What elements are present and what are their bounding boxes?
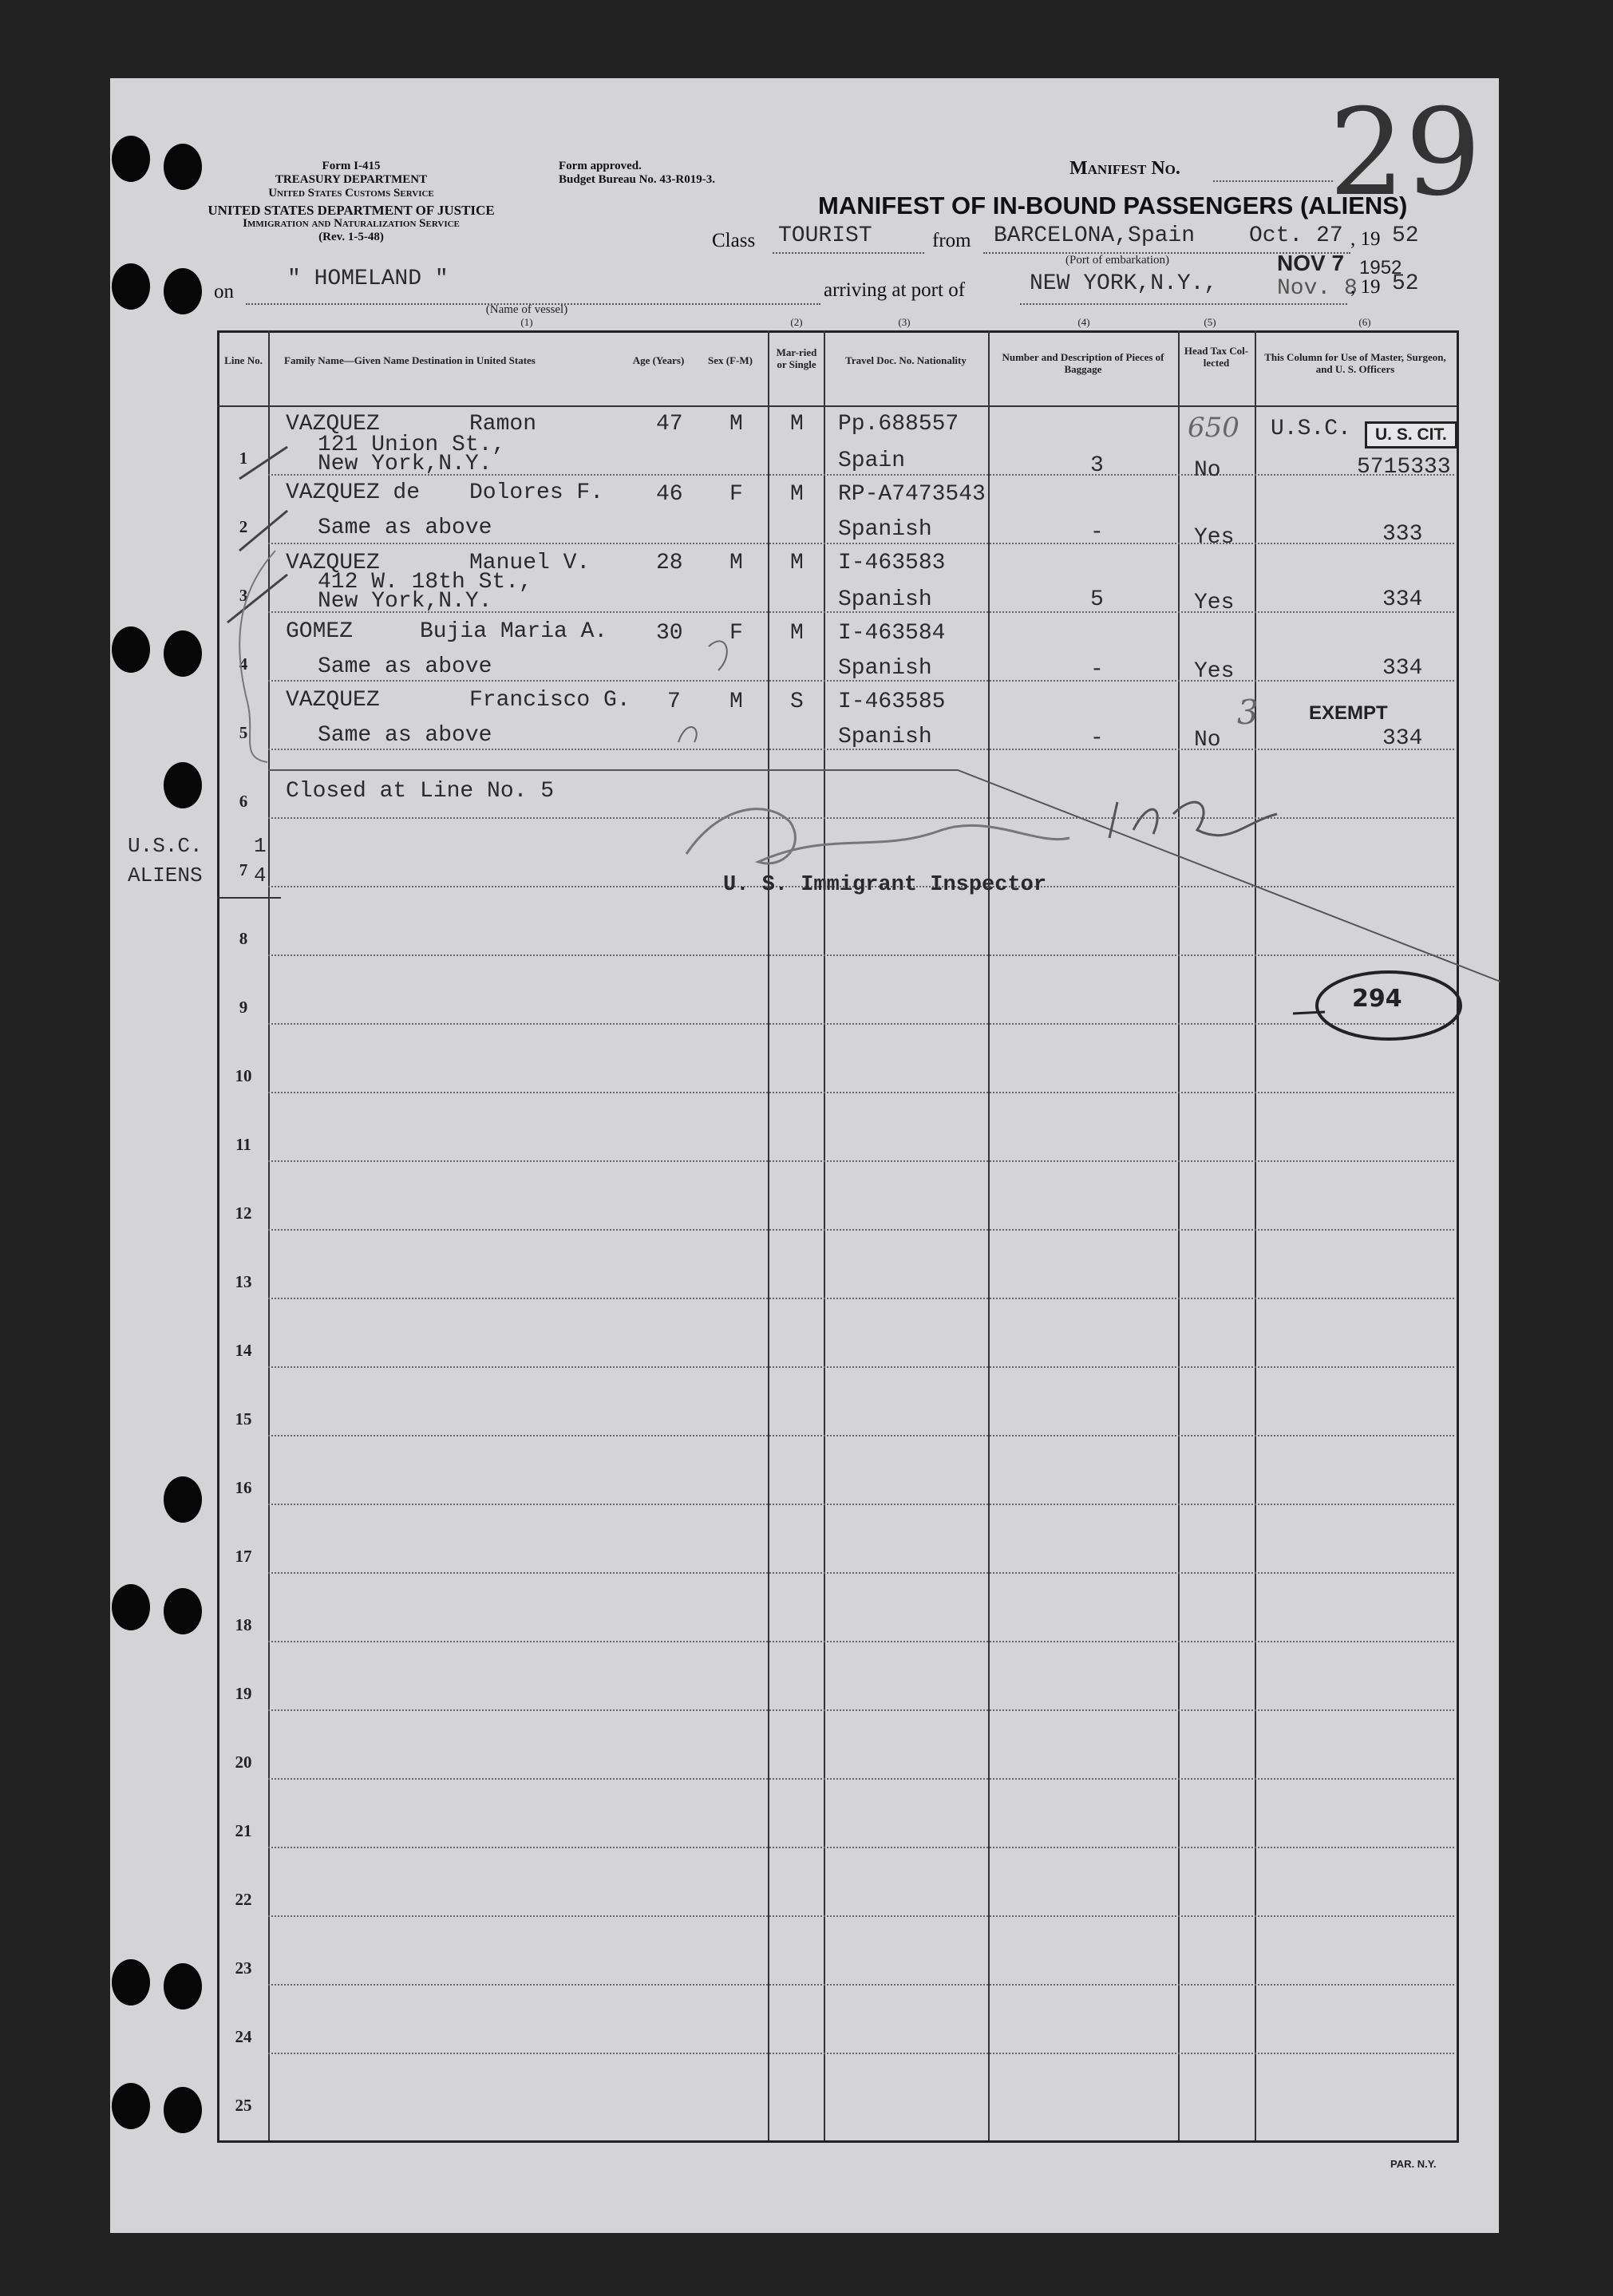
destination: New York,N.Y.: [318, 589, 492, 614]
officer-number: 334: [1382, 726, 1423, 751]
ins-service: Immigration and Naturalization Service: [243, 217, 460, 230]
arrival-year-prefix: , 19: [1350, 276, 1381, 298]
col-num-6: (6): [1358, 316, 1371, 328]
inspector-title: U. S. Immigrant Inspector: [723, 873, 1047, 897]
destination: 412 W. 18th St.,: [318, 570, 532, 595]
punch-hole: [112, 263, 150, 310]
arrival-stamp-year: 1952: [1359, 257, 1402, 279]
manifest-no-line: [1213, 180, 1333, 182]
printer-mark: PAR. N.Y.: [1390, 2158, 1437, 2170]
usc-label: U.S.C.: [128, 834, 203, 858]
family-name: VAZQUEZ: [286, 551, 380, 575]
sex: M: [729, 412, 743, 437]
line-number: 10: [235, 1066, 252, 1085]
travel-doc: RP-A7473543: [838, 482, 986, 507]
age: 47: [656, 412, 683, 437]
nationality: Spanish: [838, 587, 932, 612]
row-rule: [268, 2053, 1454, 2054]
punch-hole: [112, 1584, 150, 1630]
line-number: 1: [239, 449, 248, 468]
line-number: 12: [235, 1203, 252, 1223]
justice-dept: UNITED STATES DEPARTMENT OF JUSTICE: [208, 203, 495, 218]
manifest-title: MANIFEST OF IN-BOUND PASSENGERS (ALIENS): [818, 192, 1408, 219]
col-num-4: (4): [1077, 316, 1090, 328]
age: 7: [667, 690, 681, 714]
punch-hole: [164, 1588, 202, 1634]
age: 30: [656, 621, 683, 646]
destination: Same as above: [318, 516, 492, 540]
destination: New York,N.Y.: [318, 452, 492, 476]
approval-block: [559, 160, 742, 187]
head-tax: No: [1194, 458, 1221, 483]
class-value: TOURIST: [778, 223, 872, 248]
line-number: 14: [235, 1341, 252, 1360]
punch-hole: [112, 1959, 150, 2006]
col-header-baggage: Number and Description of Pieces of Baggage: [1002, 351, 1164, 375]
nationality: Spain: [838, 449, 906, 473]
col-header-travel: Travel Doc. No. Nationality: [845, 354, 967, 366]
line-number: 9: [239, 998, 248, 1017]
line-number: 21: [235, 1821, 252, 1840]
head-tax: No: [1194, 728, 1221, 753]
aliens-count: 4: [254, 863, 267, 887]
family-name: VAZQUEZ de: [286, 480, 421, 505]
embark-year: 52: [1392, 223, 1419, 248]
officer-note: U.S.C.: [1271, 417, 1351, 441]
line-number: 22: [235, 1890, 252, 1909]
sex: F: [729, 482, 743, 507]
vessel-name: " HOMELAND ": [287, 267, 449, 291]
closed-at-line: Closed at Line No. 5: [286, 779, 555, 804]
given-name: Manuel V.: [469, 551, 591, 575]
marital-status: M: [790, 621, 804, 646]
row-rule: [268, 1915, 1454, 1917]
row-rule: [268, 543, 1454, 544]
given-name: Bujia Maria A.: [420, 619, 608, 644]
row-rule: [268, 1023, 1454, 1025]
line-number: 2: [239, 517, 248, 536]
travel-doc: I-463584: [838, 621, 946, 646]
us-cit-stamp: U. S. CIT.: [1365, 421, 1457, 449]
col-header-sex: Sex (F-M): [708, 354, 753, 366]
baggage: -: [1090, 658, 1104, 682]
line-number: 18: [235, 1615, 252, 1634]
handwritten-650: 650: [1188, 412, 1239, 444]
customs-service: United States Customs Service: [268, 187, 434, 200]
arrival-date-stamp: NOV 7: [1277, 251, 1345, 275]
row-rule: [268, 1709, 1454, 1711]
age: 46: [656, 482, 683, 507]
form-approved: Form approved.: [559, 160, 642, 172]
line-number: 17: [235, 1547, 252, 1566]
nationality: Spanish: [838, 725, 932, 749]
line-number: 8: [239, 929, 248, 948]
officer-number: 334: [1382, 587, 1423, 612]
row-rule: [268, 1504, 1454, 1505]
baggage: -: [1090, 726, 1104, 751]
row-rule: [268, 1366, 1454, 1368]
manifest-number: 29: [1329, 84, 1481, 223]
col-header-officers: This Column for Use of Master, Surgeon, and U. S. Officers: [1264, 351, 1446, 375]
baggage: -: [1090, 520, 1104, 545]
col-header-name: Family Name—Given Name Destination in United States: [284, 354, 536, 366]
row-rule: [268, 1847, 1454, 1848]
col-header-line: Line No.: [224, 354, 263, 366]
row-rule: [268, 1229, 1454, 1231]
marital-status: M: [790, 482, 804, 507]
family-name: VAZQUEZ: [286, 688, 380, 713]
travel-doc: I-463583: [838, 551, 946, 575]
col-num-2: (2): [790, 316, 803, 328]
travel-doc: Pp.688557: [838, 412, 959, 437]
row-rule: [268, 1435, 1454, 1436]
line-number: 4: [239, 654, 248, 674]
punch-hole: [112, 136, 150, 182]
aliens-label: ALIENS: [128, 863, 203, 887]
arrival-line: [1020, 303, 1347, 305]
nationality: Spanish: [838, 517, 932, 542]
punch-hole: [164, 268, 202, 314]
col-header-married: Mar-ried or Single: [776, 346, 817, 370]
travel-doc: I-463585: [838, 690, 946, 714]
treasury-dept: TREASURY DEPARTMENT: [275, 173, 428, 186]
punch-hole: [164, 630, 202, 677]
header-rule: [217, 405, 1457, 407]
line-number: 11: [235, 1135, 251, 1154]
form-revision: (Rev. 1-5-48): [318, 231, 384, 243]
row-rule: [268, 1778, 1454, 1780]
destination: Same as above: [318, 723, 492, 748]
line-number: 13: [235, 1272, 252, 1291]
col-divider: [1178, 330, 1180, 2140]
row-rule: [268, 954, 1454, 956]
col-divider: [1255, 330, 1256, 2140]
col-divider: [988, 330, 990, 2140]
punch-hole: [164, 144, 202, 190]
family-name: GOMEZ: [286, 619, 354, 644]
line-number: 7: [239, 860, 248, 879]
line-number: 19: [235, 1684, 252, 1703]
line-number: 3: [239, 586, 248, 605]
punch-hole: [164, 1963, 202, 2009]
line-number: 15: [235, 1409, 252, 1429]
col-num-1: (1): [520, 316, 533, 328]
circled-number: 294: [1352, 985, 1402, 1013]
usc-count: 1: [254, 834, 267, 858]
embark-year-prefix: , 19: [1350, 228, 1381, 250]
punch-hole: [164, 1476, 202, 1523]
nationality: Spanish: [838, 656, 932, 681]
given-name: Ramon: [469, 412, 537, 437]
col-header-age: Age (Years): [632, 354, 685, 366]
embark-caption: (Port of embarkation): [1065, 254, 1169, 267]
col-num-5: (5): [1204, 316, 1216, 328]
row-rule: [268, 1092, 1454, 1093]
sex: M: [729, 551, 743, 575]
officer-number: 334: [1382, 656, 1423, 681]
punch-hole: [112, 626, 150, 673]
head-tax: Yes: [1194, 591, 1235, 615]
arrival-date: Nov. 8: [1277, 276, 1358, 301]
punch-hole: [164, 2087, 202, 2133]
given-name: Francisco G.: [469, 688, 631, 713]
col-divider: [268, 330, 270, 2140]
family-name: VAZQUEZ: [286, 412, 380, 437]
marital-status: S: [790, 690, 804, 714]
vessel-caption: (Name of vessel): [485, 303, 568, 316]
line-number: 20: [235, 1753, 252, 1772]
row-rule: [268, 1160, 1454, 1162]
on-label: on: [214, 281, 234, 302]
line-number: 6: [239, 792, 248, 811]
budget-bureau: Budget Bureau No. 43-R019-3.: [559, 173, 715, 186]
arrival-year: 52: [1392, 271, 1419, 296]
given-name: Dolores F.: [469, 480, 604, 505]
col-num-3: (3): [898, 316, 911, 328]
col-header-headtax: Head Tax Col-lected: [1184, 345, 1249, 369]
officer-number: 5715333: [1357, 455, 1451, 480]
handwritten-3: 3: [1237, 693, 1259, 732]
arriving-label: arriving at port of: [824, 279, 966, 301]
marital-status: M: [790, 412, 804, 437]
officer-number: 333: [1382, 522, 1423, 547]
row-rule: [268, 1641, 1454, 1642]
manifest-no-label: Manifest No.: [1069, 158, 1180, 179]
row-rule: [268, 1572, 1454, 1574]
head-tax: Yes: [1194, 525, 1235, 550]
sex: F: [729, 621, 743, 646]
punch-hole: [164, 762, 202, 808]
baggage: 5: [1090, 587, 1104, 612]
col-divider: [824, 330, 825, 2140]
line-number: 16: [235, 1478, 252, 1497]
sex: M: [729, 690, 743, 714]
class-line: [773, 252, 924, 254]
line-number: 25: [235, 2096, 252, 2115]
baggage: 3: [1090, 453, 1104, 478]
embark-date: Oct. 27: [1249, 223, 1343, 248]
col-divider: [768, 330, 769, 2140]
punch-hole: [112, 2083, 150, 2129]
age: 28: [656, 551, 683, 575]
head-tax: Yes: [1194, 659, 1235, 684]
line-number: 24: [235, 2027, 252, 2046]
row-rule: [268, 1984, 1454, 1986]
from-value: BARCELONA,Spain: [994, 223, 1196, 248]
line-number: 23: [235, 1958, 252, 1978]
destination: 121 Union St.,: [318, 433, 506, 457]
from-label: from: [932, 230, 971, 251]
form-agency-block: [204, 160, 499, 244]
row-rule: [268, 1298, 1454, 1299]
class-label: Class: [712, 230, 756, 251]
form-number: Form I-415: [322, 160, 381, 172]
marital-status: M: [790, 551, 804, 575]
arrival-port: NEW YORK,N.Y.,: [1030, 271, 1218, 296]
exempt-stamp: EXEMPT: [1309, 702, 1388, 724]
destination: Same as above: [318, 654, 492, 679]
row-rule: [268, 817, 1454, 819]
line-number: 5: [239, 723, 248, 742]
